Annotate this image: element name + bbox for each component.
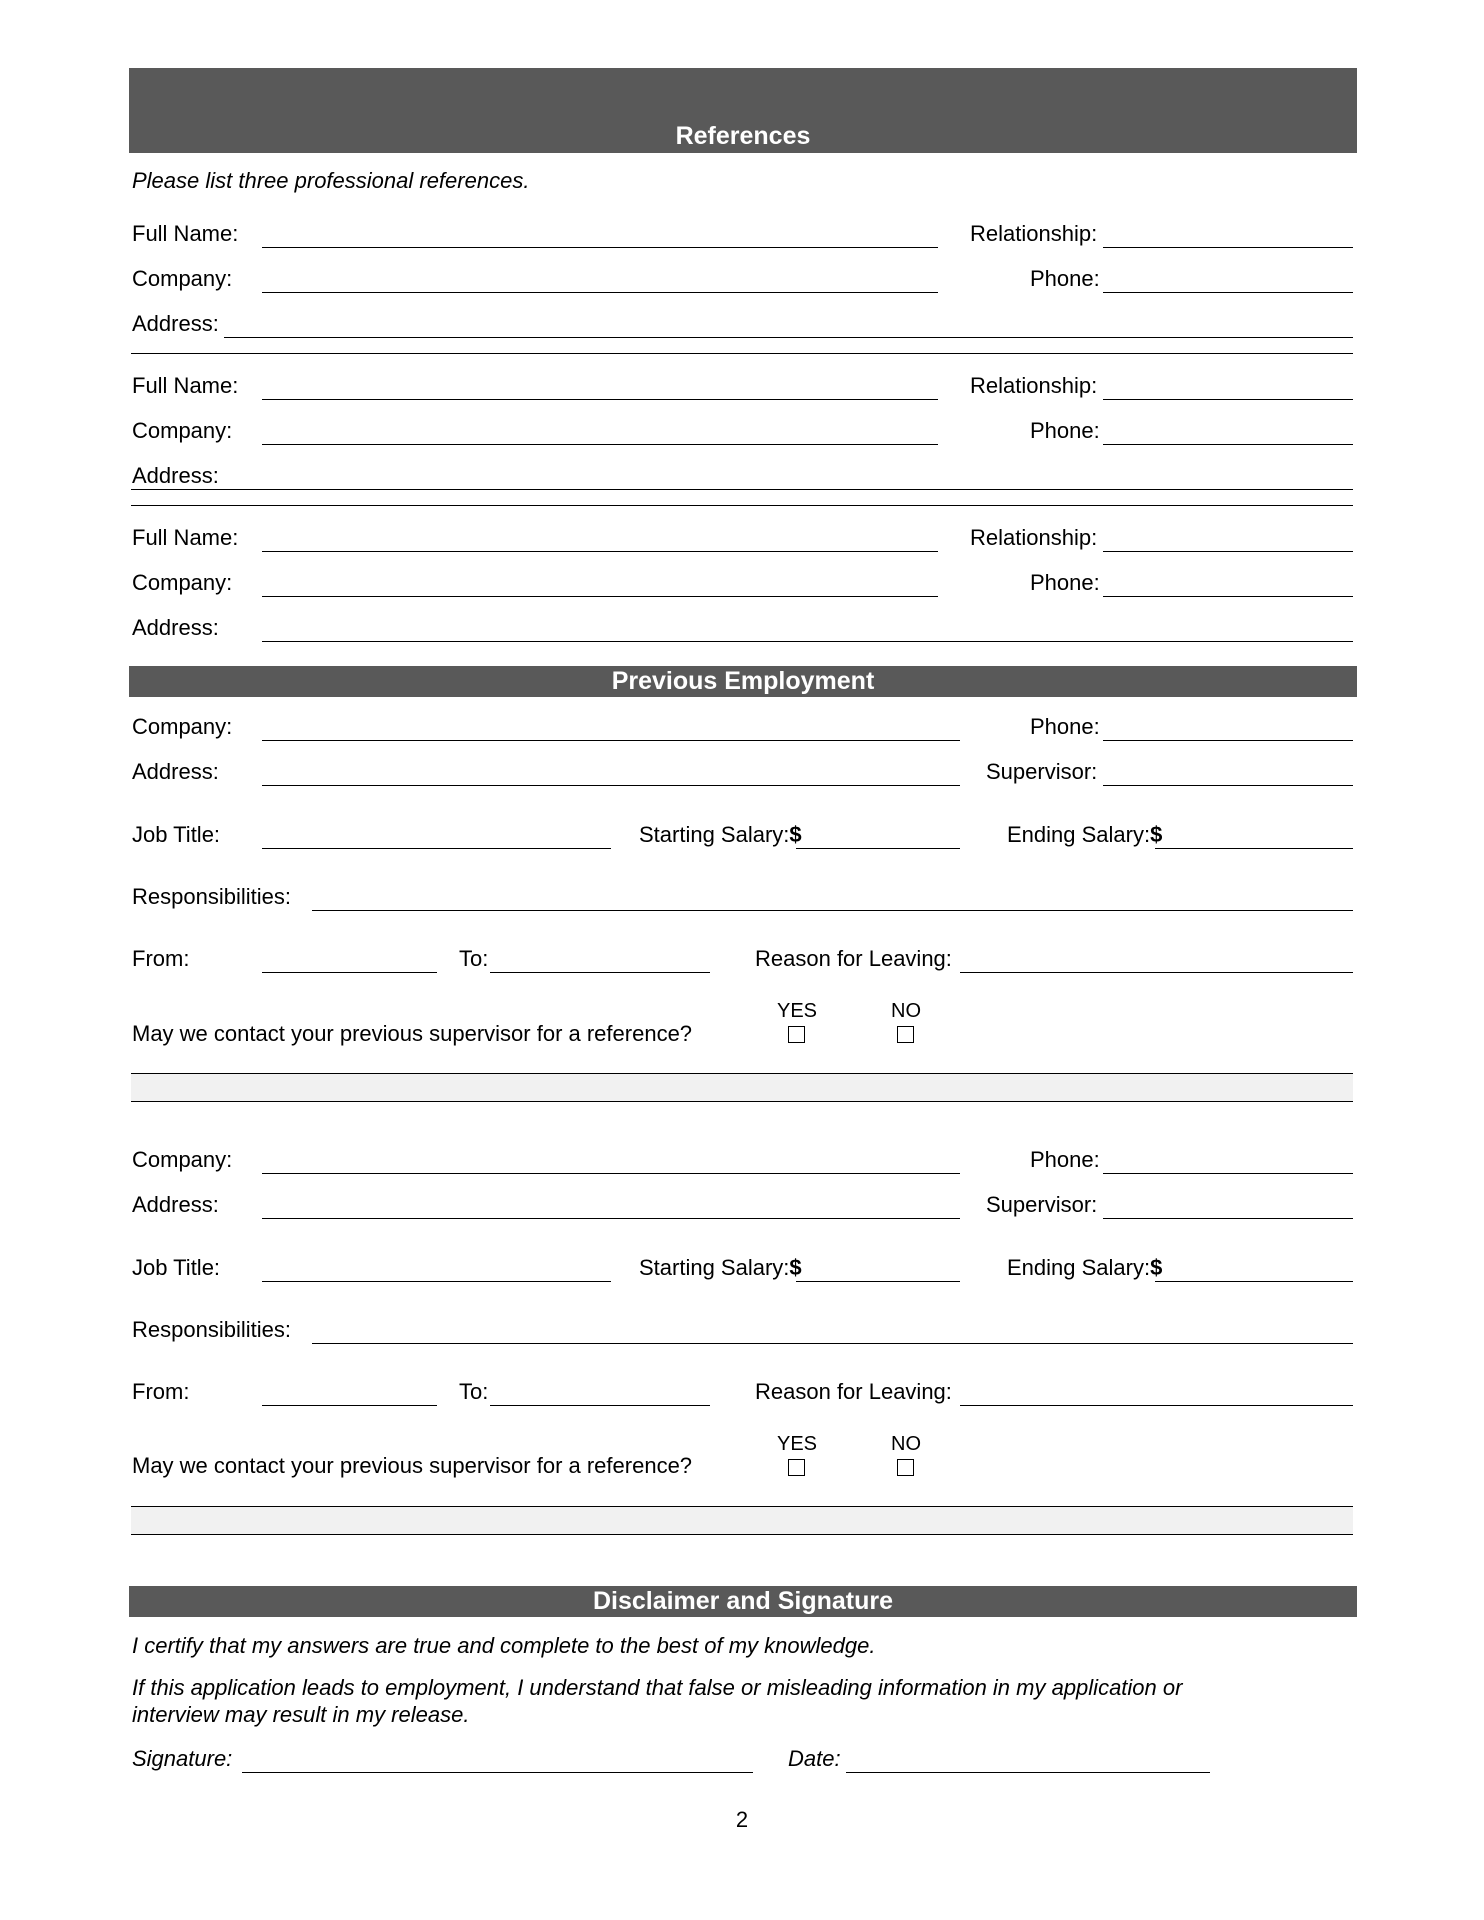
no-label: NO bbox=[891, 1433, 921, 1455]
reason-for-leaving-field[interactable] bbox=[960, 1405, 1353, 1406]
no-label: NO bbox=[891, 1000, 921, 1022]
company-field[interactable] bbox=[262, 292, 938, 293]
company-field[interactable] bbox=[262, 444, 938, 445]
reason-for-leaving-label: Reason for Leaving: bbox=[755, 946, 952, 971]
responsibilities-field[interactable] bbox=[312, 1343, 1353, 1344]
to-label: To: bbox=[459, 1379, 489, 1404]
section-spacer bbox=[131, 1073, 1353, 1102]
to-label: To: bbox=[459, 946, 489, 971]
company-label: Company: bbox=[132, 714, 233, 739]
relationship-label: Relationship: bbox=[970, 221, 1098, 246]
references-title: References bbox=[675, 122, 811, 150]
no-checkbox[interactable] bbox=[897, 1459, 914, 1476]
address-label: Address: bbox=[132, 615, 219, 640]
full-name-label: Full Name: bbox=[132, 373, 239, 398]
currency-symbol: $ bbox=[789, 822, 802, 847]
from-field[interactable] bbox=[262, 972, 437, 973]
phone-field[interactable] bbox=[1103, 292, 1353, 293]
to-field[interactable] bbox=[490, 972, 710, 973]
disclaimer-header bbox=[129, 1586, 1357, 1617]
responsibilities-label: Responsibilities: bbox=[132, 1317, 291, 1342]
section-spacer bbox=[131, 1506, 1353, 1535]
signature-field[interactable] bbox=[242, 1772, 753, 1773]
company-field[interactable] bbox=[262, 596, 938, 597]
company-label: Company: bbox=[132, 1147, 233, 1172]
no-checkbox[interactable] bbox=[897, 1026, 914, 1043]
company-label: Company: bbox=[132, 266, 233, 291]
from-label: From: bbox=[132, 946, 190, 971]
phone-label: Phone: bbox=[1030, 570, 1100, 595]
ending-salary-text: Ending Salary: bbox=[1007, 1255, 1151, 1280]
disclaimer-title: Disclaimer and Signature bbox=[592, 1587, 894, 1615]
starting-salary-field[interactable] bbox=[796, 848, 960, 849]
full-name-field[interactable] bbox=[262, 247, 938, 248]
signature-label: Signature: bbox=[132, 1746, 233, 1771]
from-field[interactable] bbox=[262, 1405, 437, 1406]
company-label: Company: bbox=[132, 418, 233, 443]
supervisor-field[interactable] bbox=[1103, 1218, 1353, 1219]
reason-for-leaving-field[interactable] bbox=[960, 972, 1353, 973]
date-label: Date: bbox=[788, 1746, 841, 1771]
yes-checkbox[interactable] bbox=[788, 1459, 805, 1476]
contact-supervisor-question: May we contact your previous supervisor for a reference? bbox=[132, 1453, 693, 1478]
address-label: Address: bbox=[132, 463, 219, 488]
phone-label: Phone: bbox=[1030, 266, 1100, 291]
currency-symbol: $ bbox=[1150, 822, 1163, 847]
address-field[interactable] bbox=[262, 1218, 960, 1219]
ending-salary-field[interactable] bbox=[1155, 1281, 1353, 1282]
references-instruction: Please list three professional references. bbox=[132, 168, 530, 193]
full-name-label: Full Name: bbox=[132, 525, 239, 550]
release-statement-line-2: interview may result in my release. bbox=[132, 1702, 470, 1727]
phone-field[interactable] bbox=[1103, 1173, 1353, 1174]
relationship-field[interactable] bbox=[1103, 247, 1353, 248]
contact-supervisor-question: May we contact your previous supervisor for a reference? bbox=[132, 1021, 693, 1046]
page-number: 2 bbox=[735, 1807, 749, 1832]
phone-field[interactable] bbox=[1103, 444, 1353, 445]
phone-field[interactable] bbox=[1103, 596, 1353, 597]
relationship-field[interactable] bbox=[1103, 399, 1353, 400]
full-name-field[interactable] bbox=[262, 551, 938, 552]
relationship-field[interactable] bbox=[1103, 551, 1353, 552]
company-label: Company: bbox=[132, 570, 233, 595]
yes-label: YES bbox=[777, 1000, 818, 1022]
ending-salary-label bbox=[1007, 1255, 1162, 1281]
address-field[interactable] bbox=[262, 785, 960, 786]
phone-label: Phone: bbox=[1030, 1147, 1100, 1172]
starting-salary-label bbox=[639, 822, 802, 848]
release-statement-line-1: If this application leads to employment, I understand that false or misleading information in my application or bbox=[132, 1675, 1183, 1700]
yes-checkbox[interactable] bbox=[788, 1026, 805, 1043]
reason-for-leaving-label: Reason for Leaving: bbox=[755, 1379, 952, 1404]
address-label: Address: bbox=[132, 759, 219, 784]
address-label: Address: bbox=[132, 311, 219, 336]
full-name-label: Full Name: bbox=[132, 221, 239, 246]
previous-employment-title: Previous Employment bbox=[611, 667, 875, 695]
to-field[interactable] bbox=[490, 1405, 710, 1406]
ending-salary-field[interactable] bbox=[1155, 848, 1353, 849]
from-label: From: bbox=[132, 1379, 190, 1404]
previous-employment-header bbox=[129, 666, 1357, 697]
job-title-field[interactable] bbox=[262, 1281, 611, 1282]
job-title-label: Job Title: bbox=[132, 822, 221, 847]
phone-label: Phone: bbox=[1030, 418, 1100, 443]
job-title-label: Job Title: bbox=[132, 1255, 221, 1280]
phone-label: Phone: bbox=[1030, 714, 1100, 739]
references-header bbox=[129, 68, 1357, 153]
starting-salary-label bbox=[639, 1255, 802, 1281]
job-title-field[interactable] bbox=[262, 848, 611, 849]
supervisor-label: Supervisor: bbox=[986, 759, 1098, 784]
address-label: Address: bbox=[132, 1192, 219, 1217]
address-field[interactable] bbox=[131, 489, 1353, 490]
responsibilities-label: Responsibilities: bbox=[132, 884, 291, 909]
full-name-field[interactable] bbox=[262, 399, 938, 400]
yes-label: YES bbox=[777, 1433, 818, 1455]
starting-salary-text: Starting Salary: bbox=[639, 1255, 790, 1280]
company-field[interactable] bbox=[262, 1173, 960, 1174]
divider bbox=[131, 505, 1353, 506]
date-field[interactable] bbox=[846, 1772, 1210, 1773]
ending-salary-text: Ending Salary: bbox=[1007, 822, 1151, 847]
starting-salary-text: Starting Salary: bbox=[639, 822, 790, 847]
relationship-label: Relationship: bbox=[970, 373, 1098, 398]
responsibilities-field[interactable] bbox=[312, 910, 1353, 911]
address-field[interactable] bbox=[224, 337, 1353, 338]
ending-salary-label bbox=[1007, 822, 1162, 848]
supervisor-label: Supervisor: bbox=[986, 1192, 1098, 1217]
starting-salary-field[interactable] bbox=[796, 1281, 960, 1282]
certify-statement: I certify that my answers are true and complete to the best of my knowledge. bbox=[132, 1633, 876, 1658]
currency-symbol: $ bbox=[1150, 1255, 1163, 1280]
currency-symbol: $ bbox=[789, 1255, 802, 1280]
divider bbox=[131, 353, 1353, 354]
relationship-label: Relationship: bbox=[970, 525, 1098, 550]
address-field[interactable] bbox=[262, 641, 1353, 642]
phone-field[interactable] bbox=[1103, 740, 1353, 741]
company-field[interactable] bbox=[262, 740, 960, 741]
supervisor-field[interactable] bbox=[1103, 785, 1353, 786]
